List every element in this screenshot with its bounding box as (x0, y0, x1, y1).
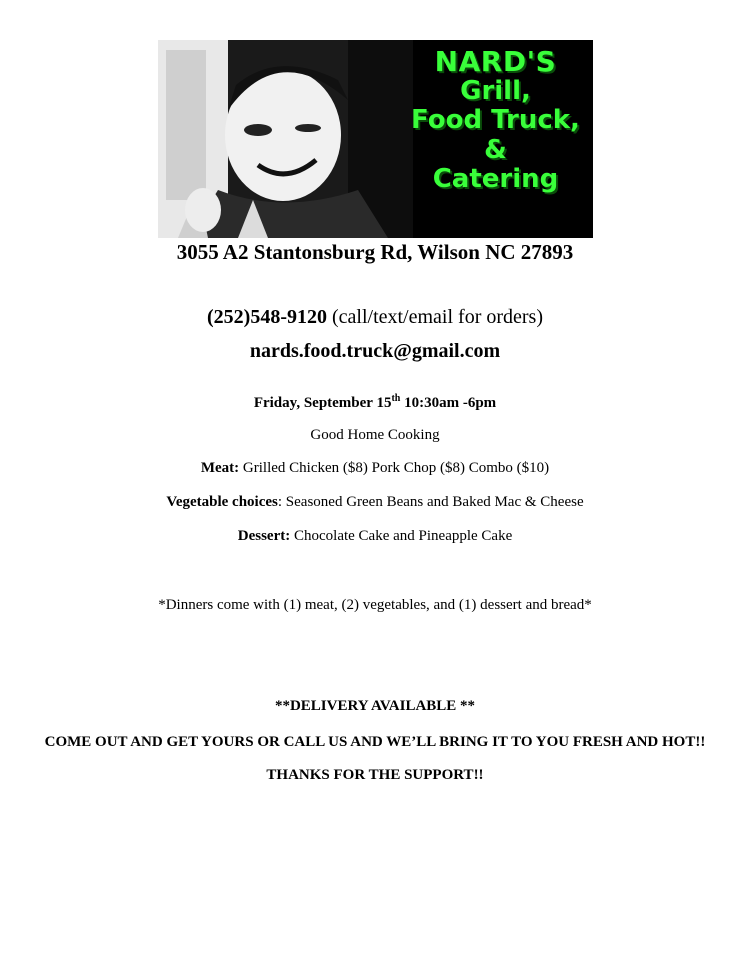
brand-grill: Grill, (460, 76, 531, 107)
delivery-notice: **DELIVERY AVAILABLE ** (274, 698, 476, 714)
event-date (0, 393, 750, 412)
phone-number[interactable]: (252)548-9120 (207, 306, 327, 328)
event-hours: 10:30am -6pm (400, 395, 497, 411)
menu-meat (0, 460, 750, 477)
dessert-items: Chocolate Cake and Pineapple Cake (290, 528, 513, 544)
date-text: Friday, September 15 (253, 395, 392, 411)
header-banner (158, 40, 593, 238)
address: 3055 A2 Stantonsburg Rd, Wilson NC 27893 (176, 240, 574, 264)
dessert-label: Dessert: (237, 528, 291, 544)
brand-name: NARD'S (434, 45, 557, 78)
thanks-message: THANKS FOR THE SUPPORT!! (266, 767, 484, 783)
brand-logo (398, 46, 593, 194)
phone-note: (call/text/email for orders) (326, 306, 543, 328)
date-ordinal: th (391, 393, 401, 404)
tagline: Good Home Cooking (310, 427, 440, 443)
chef-photo (158, 40, 413, 238)
phone-line (0, 306, 750, 329)
menu-vegetables (0, 494, 750, 511)
veg-items: : Seasoned Green Beans and Baked Mac & Cheese (277, 494, 584, 510)
brand-catering: Catering (432, 163, 559, 194)
menu-dessert (0, 528, 750, 545)
email-address[interactable]: nards.food.truck@gmail.com (249, 340, 501, 362)
meat-label: Meat: (200, 460, 240, 476)
meat-items: Grilled Chicken ($8) Pork Chop ($8) Combo ($10) (239, 460, 550, 476)
call-to-action: COME OUT AND GET YOURS OR CALL US AND WE’LL BRING IT TO YOU FRESH AND HOT!! (44, 734, 706, 750)
dinner-note: *Dinners come with (1) meat, (2) vegetables, and (1) dessert and bread* (158, 597, 592, 613)
brand-food-truck: Food Truck, (411, 105, 580, 136)
brand-ampersand: & (484, 134, 507, 165)
veg-label: Vegetable choices (166, 494, 278, 510)
